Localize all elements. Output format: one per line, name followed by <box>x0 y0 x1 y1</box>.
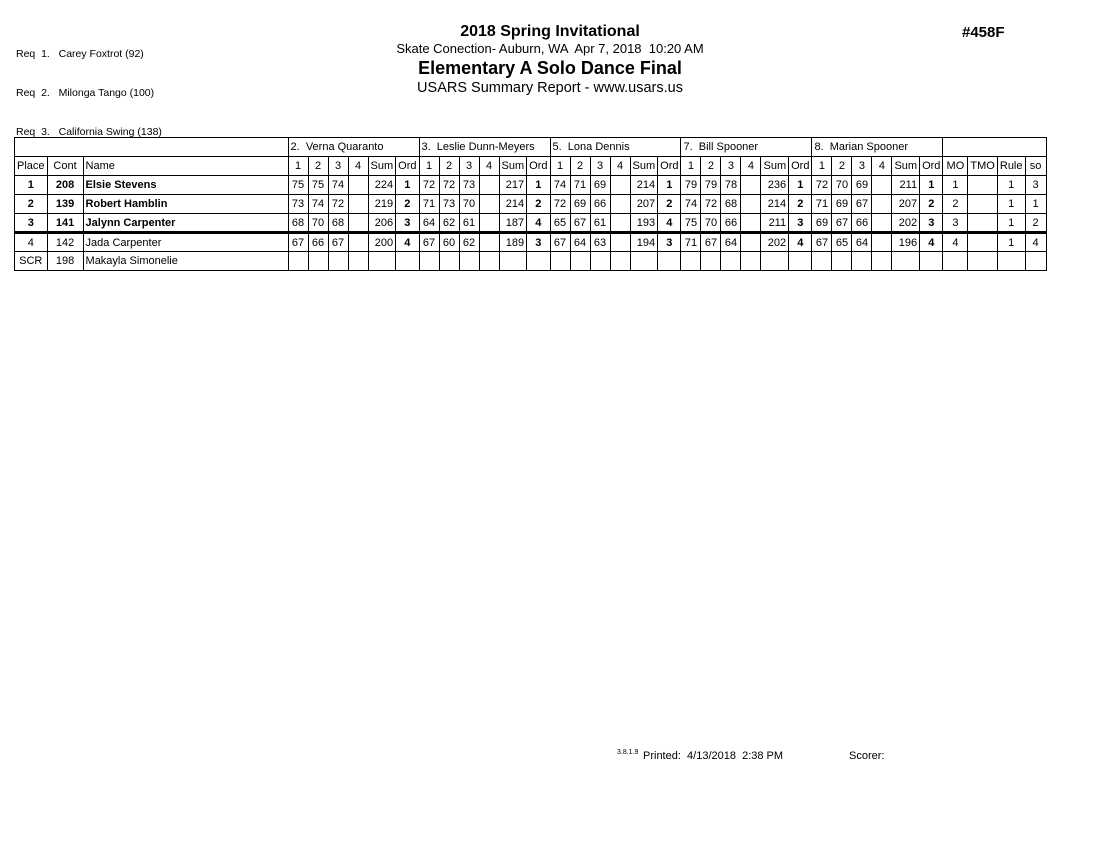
col-header-judge4-3: 3 <box>721 157 741 176</box>
score-cell-j1-4 <box>348 233 368 252</box>
score-cell-j2-1 <box>419 252 439 271</box>
score-cell-j3-4 <box>610 214 630 233</box>
score-cell-j1-2: 70 <box>308 214 328 233</box>
sum-cell-j2 <box>499 252 527 271</box>
score-cell-j3-1 <box>550 252 570 271</box>
mo-cell: 2 <box>943 195 968 214</box>
score-cell-j5-4 <box>872 176 892 195</box>
score-cell-j4-2: 67 <box>701 233 721 252</box>
col-header-judge3-3: 3 <box>590 157 610 176</box>
col-header-judge4-1: 1 <box>681 157 701 176</box>
col-header-judge1-ord: Ord <box>396 157 419 176</box>
col-header-judge2-1: 1 <box>419 157 439 176</box>
col-header-judge3-1: 1 <box>550 157 570 176</box>
score-cell-j4-2: 70 <box>701 214 721 233</box>
col-header-judge5-3: 3 <box>852 157 872 176</box>
ord-cell-j5 <box>920 252 943 271</box>
score-cell-j3-3: 61 <box>590 214 610 233</box>
score-cell-j2-2: 62 <box>439 214 459 233</box>
software-version: 3.8.1.9 <box>617 749 639 756</box>
corner-spacer <box>15 138 289 157</box>
report-number: #458F <box>962 24 1005 41</box>
score-cell-j1-3: 74 <box>328 176 348 195</box>
score-cell-j4-2 <box>701 252 721 271</box>
ord-cell-j4: 2 <box>789 195 812 214</box>
sum-cell-j1 <box>368 252 396 271</box>
score-cell-j4-1 <box>681 252 701 271</box>
sum-cell-j5 <box>892 252 920 271</box>
score-cell-j5-2: 70 <box>832 176 852 195</box>
score-cell-j2-2 <box>439 252 459 271</box>
score-cell-j2-4 <box>479 176 499 195</box>
score-cell-j4-3: 64 <box>721 233 741 252</box>
col-header-judge4-2: 2 <box>701 157 721 176</box>
score-cell-j1-4 <box>348 214 368 233</box>
score-cell-j2-1: 67 <box>419 233 439 252</box>
col-header-judge4-4: 4 <box>741 157 761 176</box>
col-header-tmo: TMO <box>968 157 997 176</box>
score-cell-j2-4 <box>479 233 499 252</box>
name-cell: Jada Carpenter <box>83 233 288 252</box>
tmo-cell <box>968 252 997 271</box>
col-header-judge2-4: 4 <box>479 157 499 176</box>
report-type-line: USARS Summary Report - www.usars.us <box>417 80 683 96</box>
score-cell-j4-3: 68 <box>721 195 741 214</box>
col-header-rule: Rule <box>997 157 1025 176</box>
rule-cell: 1 <box>997 176 1025 195</box>
sum-cell-j4: 214 <box>761 195 789 214</box>
requirement-line-3: Req 3. California Swing (138) <box>16 126 162 138</box>
score-cell-j1-1: 67 <box>288 233 308 252</box>
score-cell-j5-1 <box>812 252 832 271</box>
col-header-judge5-1: 1 <box>812 157 832 176</box>
score-cell-j5-4 <box>872 252 892 271</box>
result-row-4 <box>15 233 1047 252</box>
sum-cell-j4: 236 <box>761 176 789 195</box>
score-cell-j2-3: 62 <box>459 233 479 252</box>
requirement-line-1: Req 1. Carey Foxtrot (92) <box>16 48 144 60</box>
score-cell-j5-2: 65 <box>832 233 852 252</box>
printed-label: Printed: <box>643 750 681 762</box>
judge-header-row <box>15 138 1047 157</box>
rule-cell: 1 <box>997 233 1025 252</box>
score-cell-j5-3: 69 <box>852 176 872 195</box>
score-cell-j2-3: 70 <box>459 195 479 214</box>
place-cell: 1 <box>15 176 48 195</box>
score-cell-j3-1: 74 <box>550 176 570 195</box>
col-header-name: Name <box>83 157 288 176</box>
score-cell-j1-4 <box>348 195 368 214</box>
tmo-cell <box>968 176 997 195</box>
ord-cell-j2: 1 <box>527 176 550 195</box>
so-cell: 4 <box>1025 233 1046 252</box>
ord-cell-j5: 1 <box>920 176 943 195</box>
sum-cell-j1: 206 <box>368 214 396 233</box>
judge-name-cell-2: 3. Leslie Dunn-Meyers <box>419 138 550 157</box>
sum-cell-j5: 207 <box>892 195 920 214</box>
score-cell-j5-1: 69 <box>812 214 832 233</box>
score-cell-j5-4 <box>872 233 892 252</box>
score-cell-j3-3: 63 <box>590 233 610 252</box>
score-cell-j2-1: 71 <box>419 195 439 214</box>
score-cell-j3-2 <box>570 252 590 271</box>
ord-cell-j4: 1 <box>789 176 812 195</box>
name-cell: Jalynn Carpenter <box>83 214 288 233</box>
col-header-judge5-2: 2 <box>832 157 852 176</box>
col-header-judge5-4: 4 <box>872 157 892 176</box>
mo-cell <box>943 252 968 271</box>
sum-cell-j2: 189 <box>499 233 527 252</box>
rule-cell: 1 <box>997 214 1025 233</box>
right-spacer <box>943 138 1046 157</box>
judge-name-cell-5: 8. Marian Spooner <box>812 138 943 157</box>
cont-cell: 208 <box>47 176 83 195</box>
sum-cell-j2: 217 <box>499 176 527 195</box>
score-cell-j5-4 <box>872 214 892 233</box>
place-cell: 4 <box>15 233 48 252</box>
sum-cell-j3: 194 <box>630 233 658 252</box>
ord-cell-j5: 2 <box>920 195 943 214</box>
score-cell-j3-4 <box>610 176 630 195</box>
score-cell-j5-1: 71 <box>812 195 832 214</box>
score-cell-j5-2 <box>832 252 852 271</box>
judge-name-cell-3: 5. Lona Dennis <box>550 138 681 157</box>
ord-cell-j2: 2 <box>527 195 550 214</box>
result-row-2 <box>15 195 1047 214</box>
score-cell-j4-3: 78 <box>721 176 741 195</box>
score-cell-j4-1: 79 <box>681 176 701 195</box>
results-table <box>14 137 1047 271</box>
col-header-cont: Cont <box>47 157 83 176</box>
score-cell-j1-4 <box>348 252 368 271</box>
score-cell-j3-3: 66 <box>590 195 610 214</box>
score-cell-j5-1: 67 <box>812 233 832 252</box>
col-header-judge1-2: 2 <box>308 157 328 176</box>
ord-cell-j3: 1 <box>658 176 681 195</box>
score-cell-j2-4 <box>479 252 499 271</box>
col-header-judge3-4: 4 <box>610 157 630 176</box>
score-cell-j5-2: 67 <box>832 214 852 233</box>
score-cell-j2-4 <box>479 214 499 233</box>
ord-cell-j3 <box>658 252 681 271</box>
score-cell-j4-4 <box>741 233 761 252</box>
ord-cell-j4: 3 <box>789 214 812 233</box>
score-cell-j5-3: 64 <box>852 233 872 252</box>
score-cell-j4-4 <box>741 195 761 214</box>
cont-cell: 142 <box>47 233 83 252</box>
ord-cell-j3: 2 <box>658 195 681 214</box>
sum-cell-j2: 214 <box>499 195 527 214</box>
sum-cell-j3: 207 <box>630 195 658 214</box>
result-row-5 <box>15 252 1047 271</box>
sum-cell-j5: 202 <box>892 214 920 233</box>
score-cell-j1-2: 74 <box>308 195 328 214</box>
so-cell: 3 <box>1025 176 1046 195</box>
sum-cell-j1: 200 <box>368 233 396 252</box>
ord-cell-j5: 4 <box>920 233 943 252</box>
col-header-place: Place <box>15 157 48 176</box>
score-cell-j1-1: 68 <box>288 214 308 233</box>
score-cell-j1-1: 75 <box>288 176 308 195</box>
rule-cell <box>997 252 1025 271</box>
sum-cell-j1: 224 <box>368 176 396 195</box>
score-cell-j3-4 <box>610 233 630 252</box>
place-cell: SCR <box>15 252 48 271</box>
ord-cell-j2: 4 <box>527 214 550 233</box>
cont-cell: 198 <box>47 252 83 271</box>
score-cell-j3-1: 67 <box>550 233 570 252</box>
ord-cell-j3: 4 <box>658 214 681 233</box>
report-header <box>0 22 1100 97</box>
ord-cell-j2 <box>527 252 550 271</box>
sum-cell-j4 <box>761 252 789 271</box>
sum-cell-j3: 193 <box>630 214 658 233</box>
score-cell-j3-2: 71 <box>570 176 590 195</box>
col-header-mo: MO <box>943 157 968 176</box>
ord-cell-j4 <box>789 252 812 271</box>
mo-cell: 3 <box>943 214 968 233</box>
score-cell-j3-1: 72 <box>550 195 570 214</box>
score-cell-j1-3 <box>328 252 348 271</box>
score-cell-j1-3: 68 <box>328 214 348 233</box>
score-cell-j2-3: 73 <box>459 176 479 195</box>
score-cell-j4-4 <box>741 214 761 233</box>
place-cell: 2 <box>15 195 48 214</box>
cont-cell: 141 <box>47 214 83 233</box>
col-header-judge2-3: 3 <box>459 157 479 176</box>
col-header-judge5-ord: Ord <box>920 157 943 176</box>
col-header-judge1-1: 1 <box>288 157 308 176</box>
ord-cell-j1: 4 <box>396 233 419 252</box>
score-cell-j5-4 <box>872 195 892 214</box>
sum-cell-j2: 187 <box>499 214 527 233</box>
score-cell-j3-2: 67 <box>570 214 590 233</box>
ord-cell-j1 <box>396 252 419 271</box>
ord-cell-j3: 3 <box>658 233 681 252</box>
result-row-1 <box>15 176 1047 195</box>
score-cell-j3-3: 69 <box>590 176 610 195</box>
score-cell-j4-4 <box>741 252 761 271</box>
name-cell: Makayla Simonelie <box>83 252 288 271</box>
score-cell-j4-3 <box>721 252 741 271</box>
ord-cell-j1: 3 <box>396 214 419 233</box>
score-cell-j1-2: 66 <box>308 233 328 252</box>
score-cell-j1-3: 72 <box>328 195 348 214</box>
score-cell-j4-1: 71 <box>681 233 701 252</box>
col-header-so: so <box>1025 157 1046 176</box>
col-header-judge1-3: 3 <box>328 157 348 176</box>
score-cell-j3-4 <box>610 252 630 271</box>
score-cell-j2-4 <box>479 195 499 214</box>
sum-cell-j3: 214 <box>630 176 658 195</box>
col-header-judge2-ord: Ord <box>527 157 550 176</box>
score-cell-j4-1: 74 <box>681 195 701 214</box>
printed-value: 4/13/2018 2:38 PM <box>687 750 784 762</box>
score-cell-j5-3: 67 <box>852 195 872 214</box>
judge-name-cell-4: 7. Bill Spooner <box>681 138 812 157</box>
tmo-cell <box>968 214 997 233</box>
col-header-judge4-sum: Sum <box>761 157 789 176</box>
score-cell-j2-3 <box>459 252 479 271</box>
score-cell-j3-1: 65 <box>550 214 570 233</box>
col-header-judge2-sum: Sum <box>499 157 527 176</box>
requirement-line-2: Req 2. Milonga Tango (100) <box>16 87 155 99</box>
score-cell-j2-2: 73 <box>439 195 459 214</box>
score-cell-j3-2: 69 <box>570 195 590 214</box>
score-cell-j4-4 <box>741 176 761 195</box>
col-header-judge4-ord: Ord <box>789 157 812 176</box>
score-cell-j2-1: 72 <box>419 176 439 195</box>
sum-cell-j4: 202 <box>761 233 789 252</box>
score-cell-j1-3: 67 <box>328 233 348 252</box>
name-cell: Elsie Stevens <box>83 176 288 195</box>
judge-name-cell-1: 2. Verna Quaranto <box>288 138 419 157</box>
score-cell-j1-2 <box>308 252 328 271</box>
score-cell-j4-2: 72 <box>701 195 721 214</box>
column-header-row <box>15 157 1047 176</box>
score-cell-j1-1: 73 <box>288 195 308 214</box>
score-cell-j2-2: 60 <box>439 233 459 252</box>
col-header-judge5-sum: Sum <box>892 157 920 176</box>
tmo-cell <box>968 233 997 252</box>
sum-cell-j4: 211 <box>761 214 789 233</box>
result-row-3 <box>15 214 1047 233</box>
ord-cell-j5: 3 <box>920 214 943 233</box>
ord-cell-j2: 3 <box>527 233 550 252</box>
name-cell: Robert Hamblin <box>83 195 288 214</box>
score-cell-j5-1: 72 <box>812 176 832 195</box>
so-cell: 1 <box>1025 195 1046 214</box>
col-header-judge3-2: 2 <box>570 157 590 176</box>
ord-cell-j1: 1 <box>396 176 419 195</box>
printed-timestamp <box>643 750 783 762</box>
tmo-cell <box>968 195 997 214</box>
score-cell-j2-1: 64 <box>419 214 439 233</box>
sum-cell-j5: 196 <box>892 233 920 252</box>
rule-cell: 1 <box>997 195 1025 214</box>
score-cell-j1-1 <box>288 252 308 271</box>
col-header-judge3-ord: Ord <box>658 157 681 176</box>
so-cell <box>1025 252 1046 271</box>
sum-cell-j5: 211 <box>892 176 920 195</box>
score-cell-j5-2: 69 <box>832 195 852 214</box>
place-cell: 3 <box>15 214 48 233</box>
score-cell-j4-1: 75 <box>681 214 701 233</box>
score-cell-j1-2: 75 <box>308 176 328 195</box>
score-cell-j4-3: 66 <box>721 214 741 233</box>
col-header-judge3-sum: Sum <box>630 157 658 176</box>
venue-date-line: Skate Conection- Auburn, WA Apr 7, 2018 10:20 AM <box>396 41 704 56</box>
score-cell-j4-2: 79 <box>701 176 721 195</box>
col-header-judge1-4: 4 <box>348 157 368 176</box>
so-cell: 2 <box>1025 214 1046 233</box>
col-header-judge2-2: 2 <box>439 157 459 176</box>
score-cell-j5-3 <box>852 252 872 271</box>
score-cell-j2-2: 72 <box>439 176 459 195</box>
event-title: Elementary A Solo Dance Final <box>418 58 682 78</box>
col-header-judge1-sum: Sum <box>368 157 396 176</box>
ord-cell-j4: 4 <box>789 233 812 252</box>
score-cell-j1-4 <box>348 176 368 195</box>
competition-title: 2018 Spring Invitational <box>460 23 640 40</box>
cont-cell: 139 <box>47 195 83 214</box>
sum-cell-j1: 219 <box>368 195 396 214</box>
score-cell-j3-2: 64 <box>570 233 590 252</box>
score-cell-j5-3: 66 <box>852 214 872 233</box>
mo-cell: 4 <box>943 233 968 252</box>
score-cell-j3-3 <box>590 252 610 271</box>
mo-cell: 1 <box>943 176 968 195</box>
ord-cell-j1: 2 <box>396 195 419 214</box>
score-cell-j2-3: 61 <box>459 214 479 233</box>
sum-cell-j3 <box>630 252 658 271</box>
scorer-label: Scorer: <box>849 750 885 762</box>
score-cell-j3-4 <box>610 195 630 214</box>
